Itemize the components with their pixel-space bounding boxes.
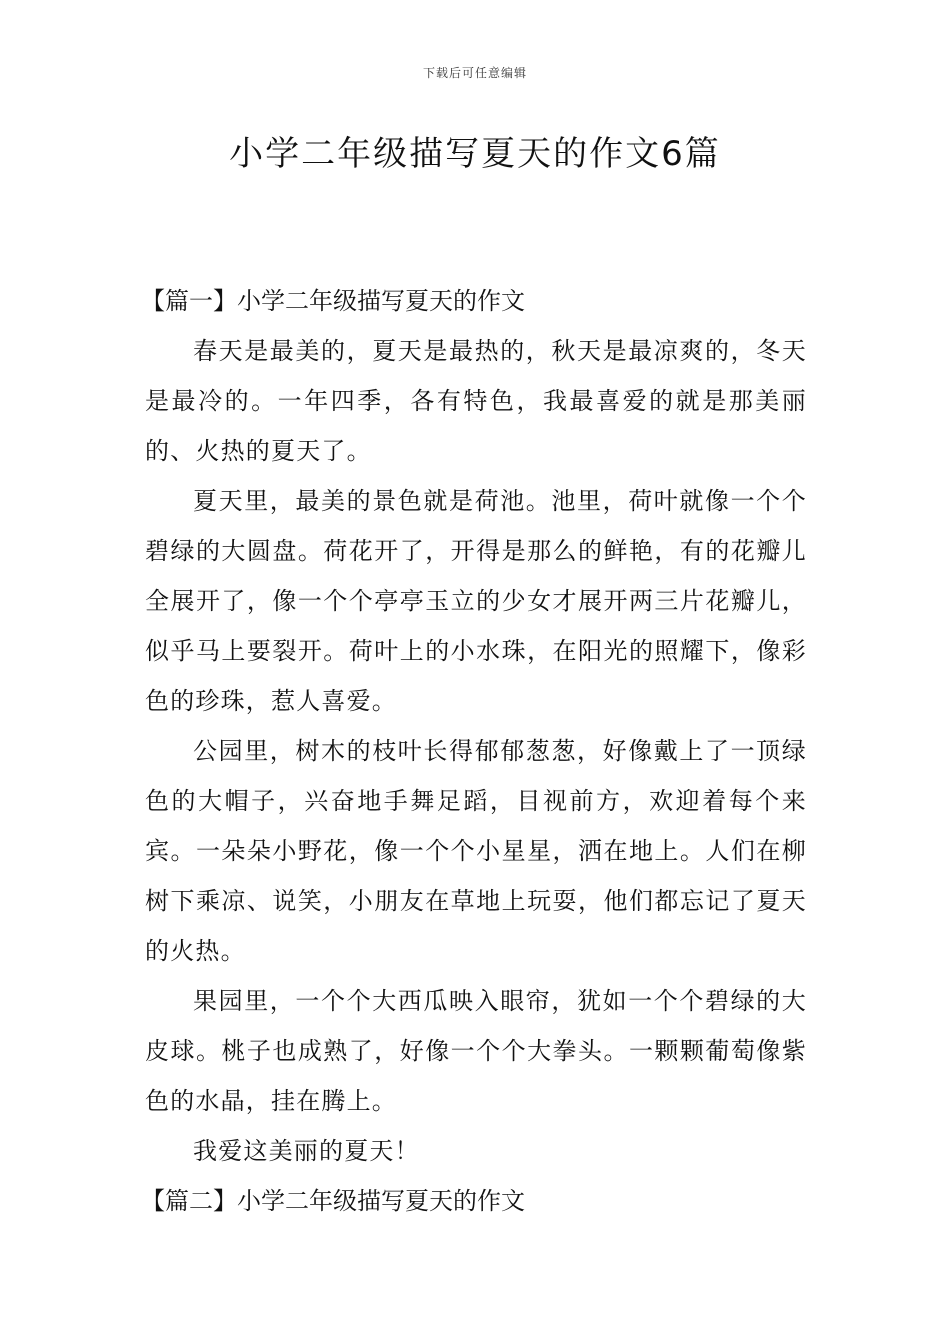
paragraph: 夏天里，最美的景色就是荷池。池里，荷叶就像一个个碧绿的大圆盘。荷花开了，开得是那么的鲜艳，有的花瓣儿全展开了，像一个个亭亭玉立的少女才展开两三片花瓣儿，似乎马上要裂开。荷叶上的小水珠，在阳光的照耀下，像彩色的珍珠，惹人喜爱。 (145, 487, 807, 715)
paragraph: 我爱这美丽的夏天！ (193, 1137, 420, 1165)
page-title: 小学二年级描写夏天的作文6篇 (229, 134, 721, 174)
paragraph: 公园里，树木的枝叶长得郁郁葱葱，好像戴上了一顶绿色的大帽子，兴奋地手舞足蹈，目视前方，欢迎着每个来宾。一朵朵小野花，像一个个小星星，洒在地上。人们在柳树下乘凉、说笑，小朋友在草地上玩耍，他们都忘记了夏天的火热。 (145, 737, 807, 965)
paragraph: 春天是最美的，夏天是最热的，秋天是最凉爽的，冬天是最冷的。一年四季，各有特色，我最喜爱的就是那美丽的、火热的夏天了。 (145, 337, 807, 465)
section-heading-2: 【篇二】小学二年级描写夏天的作文 (141, 1187, 525, 1215)
header-note: 下载后可任意编辑 (422, 66, 527, 80)
document-body (141, 276, 807, 1226)
paragraph: 果园里，一个个大西瓜映入眼帘，犹如一个个碧绿的大皮球。桃子也成熟了，好像一个个大拳头。一颗颗葡萄像紫色的水晶，挂在腾上。 (145, 987, 807, 1115)
section-heading-1: 【篇一】小学二年级描写夏天的作文 (141, 287, 525, 315)
